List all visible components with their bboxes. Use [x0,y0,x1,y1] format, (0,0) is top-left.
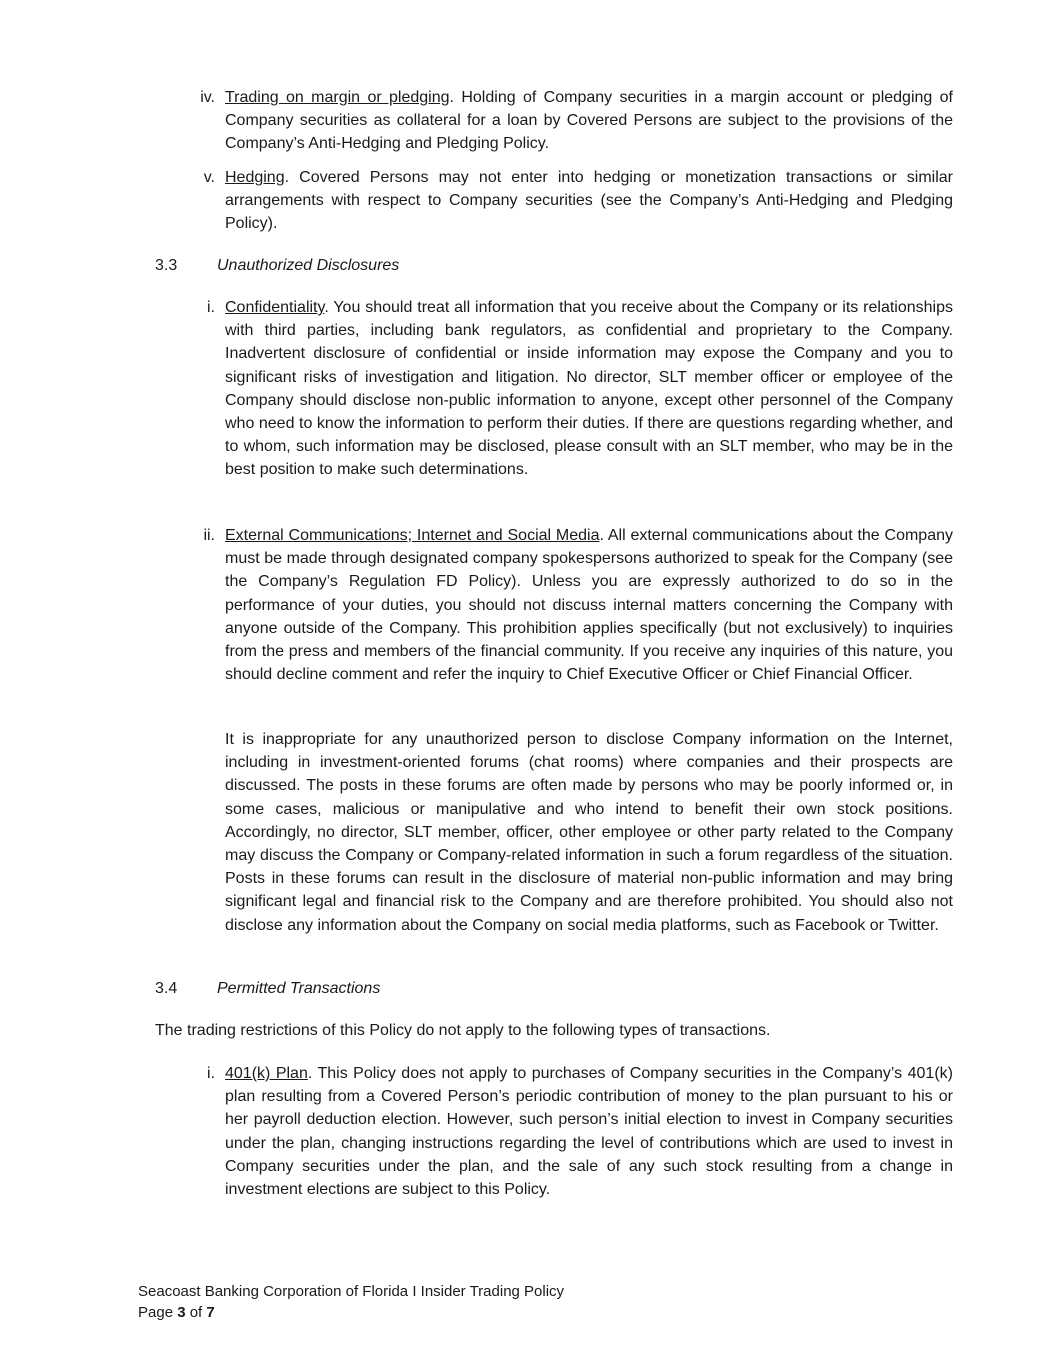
item-body: . Covered Persons may not enter into hedging or monetization transactions or similar arrangements with respect to Company securities (see the Company’s Anti-Hedging and Pledging Policy). [225,169,953,233]
item-body: . All external communications about the Company must be made through designated company spokespersons authorized to speak for the Company (see the Company’s Regulation FD Policy). Unless you are expressly authorized to do so in the performance of your duties, you should not discuss internal matters concerning the Company with anyone outside of the Company. This prohibition applies specifically (but not exclusively) to inquiries from the press and members of the financial community. If you receive any inquiries of this nature, you should decline comment and refer the inquiry to Chief Executive Officer or Chief Financial Officer. [225,527,953,684]
item-body: . Holding of Company securities in a margin account or pledging of Company securities as collateral for a loan by Covered Persons are subject to the provisions of the Company’s Anti-Hedging and Pledging Policy. [225,89,953,153]
list-text [225,86,953,156]
section-number: 3.3 [155,257,178,274]
section-heading-3-4 [155,977,380,1000]
section-intro: The trading restrictions of this Policy do not apply to the following types of transactions. [155,1022,771,1039]
item-heading: Trading on margin or pledging [225,89,450,106]
list-number: i. [207,299,215,316]
item-heading: Confidentiality [225,299,325,316]
page-total: 7 [206,1304,215,1321]
item-body: . You should treat all information that you receive about the Company or its relationships with third parties, including bank regulators, as confidential and proprietary to the Company. Inadvertent disclosure of confidential or inside information may expose the Company and you to significant risks of investigation and litigation. No director, SLT member officer or employee of the Company should disclose non-public information to anyone, except other personnel of the Company who need to know the information to perform their duties. If there are questions regarding whether, and to whom, such information may be disclosed, please consult with an SLT member, who may be in the best position to make such determinations. [225,299,953,479]
list-text [225,166,953,236]
list-text [225,524,953,686]
page-of: of [185,1304,207,1321]
section-number: 3.4 [155,980,178,997]
list-text [225,296,953,482]
footer-title: Seacoast Banking Corporation of Florida I Insider Trading Policy [138,1283,565,1300]
list-text [225,1062,953,1201]
paragraph-text: It is inappropriate for any unauthorized person to disclose Company information on the Internet, including in investment-oriented forums (chat rooms) where companies and their prospects are discussed. The posts in these forums are often made by persons who may be poorly informed or, in some cases, malicious or manipulative and who intend to benefit their own stock positions. Accordingly, no director, SLT member, officer, other employee or other party related to the Company may discuss the Company or Company-related information in such a forum regardless of the situation. Posts in these forums can result in the disclosure of material non-public information and may bring significant legal and financial risk to the Company and are therefore prohibited. You should also not disclose any information about the Company on social media platforms, such as Facebook or Twitter. [225,731,953,934]
list-number: v. [203,169,215,186]
page-number [138,1302,564,1323]
page-current: 3 [177,1304,186,1321]
item-body: . This Policy does not apply to purchases of Company securities in the Company’s 401(k) plan resulting from a Covered Person’s periodic contribution of money to the plan pursuant to his or her payroll deduction election. However, such person’s initial election to invest in Company securities under the plan, changing instructions regarding the level of contributions which are used to invest in Company securities under the plan, and the sale of any such stock resulting from a change in investment elections are subject to this Policy. [225,1065,953,1199]
section-heading-3-3 [155,254,399,277]
item-heading: External Communications; Internet and Social Media [225,527,600,544]
list-number: i. [207,1065,215,1082]
section-title: Permitted Transactions [217,980,381,997]
list-number: ii. [203,527,215,544]
page-footer [138,1281,564,1323]
section-title: Unauthorized Disclosures [217,257,400,274]
item-heading: 401(k) Plan [225,1065,308,1082]
list-number: iv. [200,89,215,106]
page-label: Page [138,1304,178,1321]
item-heading: Hedging [225,169,285,186]
